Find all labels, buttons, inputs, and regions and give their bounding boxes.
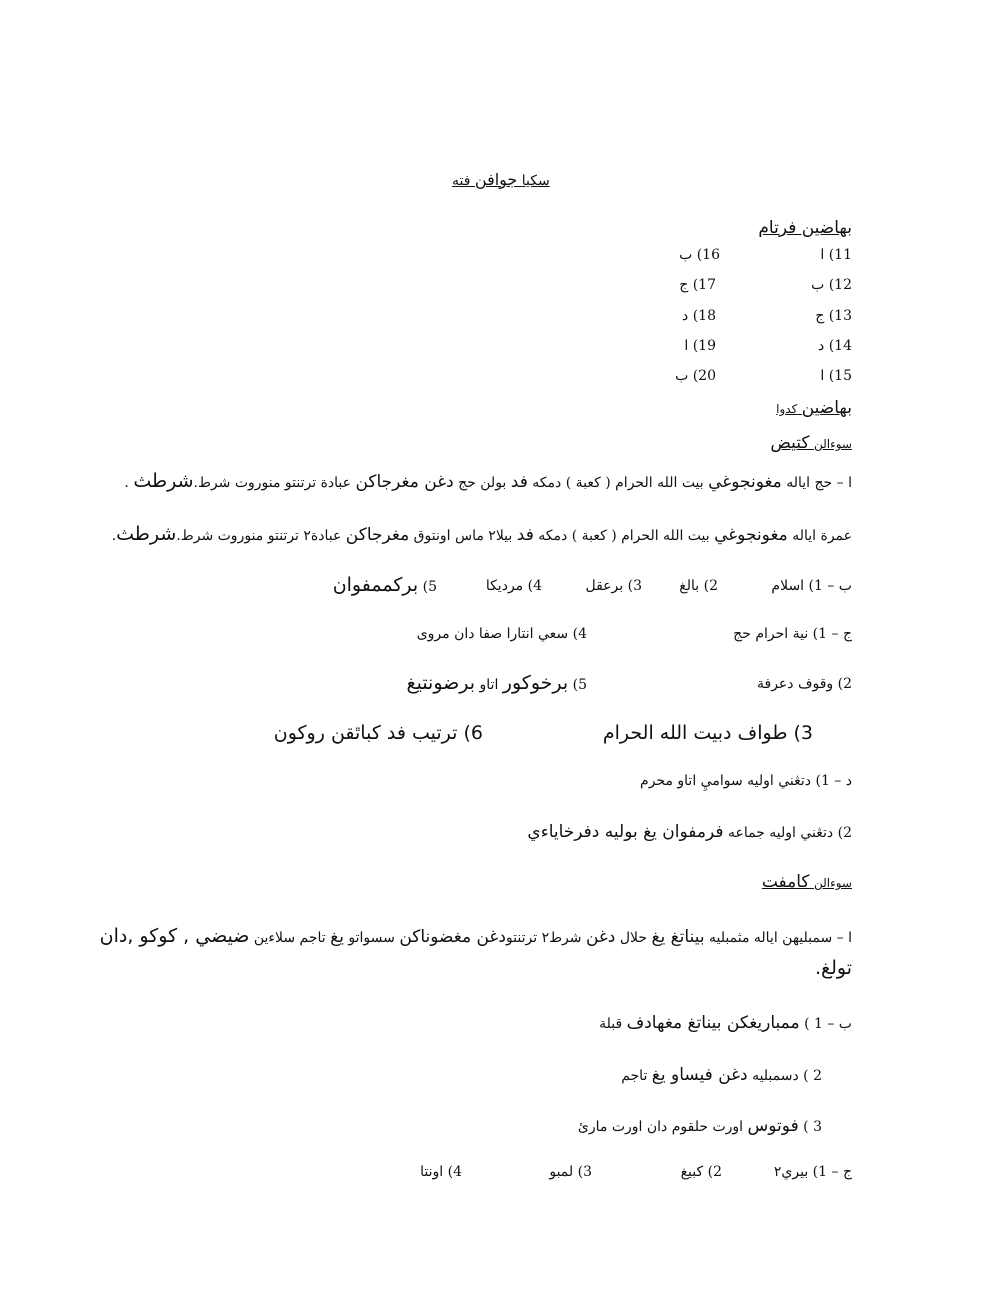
text: 5)	[422, 579, 437, 595]
text: قبلة	[599, 1016, 623, 1032]
list-item	[621, 1065, 822, 1085]
answer-paragraph	[124, 470, 852, 493]
text-bold: بيناتغ يغ	[651, 927, 705, 947]
answer-item: 12) ب	[811, 277, 852, 293]
list-item	[599, 1013, 852, 1033]
heading-bold: کامفت	[761, 872, 810, 892]
text: 5)	[572, 677, 587, 693]
text: شرط٢ ترتنتو	[505, 930, 582, 946]
heading-light: سوءالن	[813, 437, 852, 451]
list-item: 2) بالغ	[679, 578, 718, 594]
list-item: ب – 1) اسلام	[771, 578, 852, 594]
text: بولن حج	[458, 475, 507, 491]
text-bold: مغونجوغي	[714, 525, 788, 545]
text: عبادة ترتنتو منوروت شرط.	[193, 475, 351, 491]
section-heading: بهاضين فرتام	[758, 218, 852, 238]
list-item: د – 1) دتڠني اوليه سواميِ اتاو محرم	[640, 773, 852, 789]
text-bold: يغ	[330, 927, 344, 947]
text: سسواتو	[348, 930, 395, 946]
text-bold: دغن فيساو يغ	[651, 1065, 748, 1085]
text: اورت حلقوم دان اورت مارئ	[577, 1119, 744, 1135]
text: 2) دتڠني اوليه جماعه	[727, 825, 852, 841]
list-item	[333, 574, 437, 597]
text-bold: فرمفوان يغ بوليه دفرخاياءي	[527, 822, 724, 842]
list-item: 4) سعي انتارا صفا دان مروى	[416, 626, 587, 642]
answer-item: 13) ج	[815, 308, 852, 324]
list-item: 4) مرديکا	[485, 578, 542, 594]
answer-item: 15) ا	[820, 368, 852, 384]
text-bold: ضيضي , کوکو ,دان	[99, 925, 250, 947]
text-bold: برضونتيغ	[406, 672, 476, 694]
section-heading	[776, 398, 852, 418]
text: بيلا٢ ماس اونتوق	[413, 528, 513, 544]
text: 2 ) دسمبليه	[752, 1068, 822, 1084]
text-bold: فد	[510, 472, 528, 492]
list-item: 3) برعقل	[585, 578, 642, 594]
question-heading	[770, 433, 852, 453]
text: عبادة٢ ترتنتو منوروت شرط.	[176, 528, 342, 544]
answer-item: 14) د	[818, 338, 852, 354]
answer-item: 18) د	[682, 308, 716, 324]
list-item: 3) لمبو	[549, 1164, 592, 1180]
list-item: ج – 1) بيري٢	[773, 1164, 852, 1180]
text-bold: فوتوس	[747, 1116, 799, 1136]
text-bold: فد	[516, 525, 534, 545]
text: اتاو	[479, 677, 499, 693]
list-item: 2) وقوف دعرفة	[757, 676, 852, 692]
heading-light: سوءالن	[813, 876, 852, 890]
text-bold: برخوکور	[502, 672, 569, 694]
text: ا – سمبليهن اياله مثمبليه	[709, 930, 852, 946]
text: ب – 1 )	[804, 1016, 852, 1032]
text-bold: مغرجاکن	[345, 525, 410, 545]
title-part: فته	[452, 173, 471, 189]
text-bold: شرطث	[133, 470, 194, 492]
title-part: سکيا	[521, 173, 550, 189]
list-item	[406, 672, 587, 695]
list-item: 4) اونتا	[420, 1164, 462, 1180]
text: تاجم	[621, 1068, 648, 1084]
text: .	[111, 528, 117, 544]
text: عمرة اياله	[792, 528, 852, 544]
text: .	[124, 475, 129, 491]
list-item: 3) طواف دبيت الله الحرام	[602, 722, 813, 744]
text: تاجم سلاءين	[253, 930, 326, 946]
text-bold: دغن	[585, 927, 616, 947]
list-item: ج – 1) نية احرام حج	[733, 626, 852, 642]
paragraph-continuation: تولغ.	[814, 957, 852, 979]
text: بيت الله الحرام ( کعبة ) دمکه	[532, 475, 704, 491]
text-bold: مغونجوغي	[708, 472, 782, 492]
list-item: 2) کبيغ	[680, 1164, 722, 1180]
answer-item: 19) ا	[684, 338, 716, 354]
answer-paragraph	[100, 925, 852, 948]
answer-item: 11) ا	[820, 247, 852, 263]
title-bold: جوافن	[474, 170, 518, 189]
question-heading	[762, 872, 852, 892]
heading-light: کدوا	[776, 402, 798, 416]
text: بيت الله الحرام ( کعبة ) دمکه	[538, 528, 710, 544]
page-title	[452, 170, 550, 190]
heading-bold: کتيض	[770, 433, 810, 453]
text: ا – حج اياله	[786, 475, 852, 491]
answer-item: 16) ب	[679, 247, 720, 263]
text-bold: برکممفوان	[332, 574, 419, 596]
list-item	[527, 822, 852, 842]
text-bold: دغن مغرجاکن	[355, 472, 454, 492]
text-bold: دغن مغضوناکن	[399, 927, 506, 947]
answer-item: 17) ج	[679, 277, 716, 293]
text: 3 )	[803, 1119, 822, 1135]
heading-bold: بهاضين	[801, 398, 852, 418]
list-item: 6) ترتيب فد کباٿقن روکون	[273, 722, 483, 744]
answer-item: 20) ب	[675, 368, 716, 384]
answer-paragraph	[112, 523, 852, 546]
text-bold: شرطث	[116, 523, 177, 545]
list-item	[578, 1116, 822, 1136]
text: حلال	[619, 930, 647, 946]
text-bold: ممباريغکن بيناتغ مغهادف	[626, 1013, 800, 1033]
